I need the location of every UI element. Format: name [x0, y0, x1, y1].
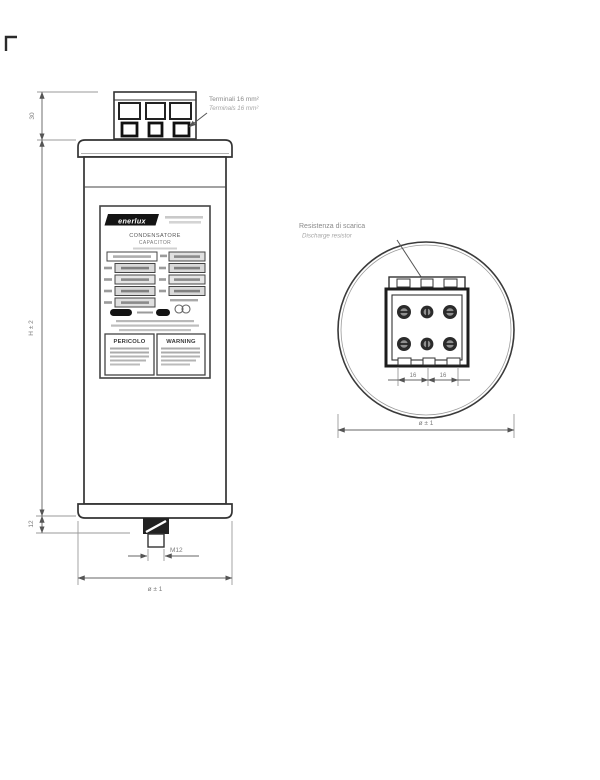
screw	[397, 305, 411, 319]
top-lid	[78, 140, 232, 157]
terminal-block-front	[114, 92, 196, 139]
terminal-block-top	[386, 277, 468, 366]
danger-title: PERICOLO	[113, 339, 146, 345]
dim-stud-length: 12	[28, 520, 35, 528]
nameplate-smallprint	[111, 320, 199, 331]
terminal-note-it: Terminali 16 mm²	[209, 96, 259, 103]
warning-box	[157, 334, 205, 375]
dim-thread: M12	[170, 547, 183, 554]
dim-top-diameter: ø ± 1	[418, 420, 434, 427]
bottom-cap	[78, 504, 232, 518]
resistor-note-it: Resistenza di scarica	[299, 223, 366, 230]
warning-title: WARNING	[166, 339, 196, 345]
nameplate-title-it: CONDENSATORE	[129, 233, 181, 239]
brand-logo-text: enerlux	[118, 216, 146, 226]
danger-box	[105, 334, 154, 375]
screw	[443, 337, 457, 351]
terminal-note-en: Terminals 16 mm²	[209, 105, 259, 112]
nameplate-title-en: CAPACITOR	[138, 240, 172, 246]
mounting-stud	[143, 518, 169, 547]
front-view	[28, 92, 260, 593]
screw	[443, 305, 457, 319]
dim-body-height: H ± 2	[28, 320, 35, 336]
screw	[421, 306, 434, 319]
screw	[421, 338, 434, 351]
pitch-dimensions	[388, 367, 470, 386]
dim-front-diameter: ø ± 1	[147, 586, 163, 593]
dim-terminal-height: 30	[29, 112, 36, 120]
dim-pitch-left: 16	[409, 373, 417, 379]
capacitor-symbol-right	[156, 309, 170, 316]
sheet-corner-mark	[6, 37, 17, 51]
terminal-note	[189, 96, 260, 127]
resistor-note-en: Discharge resistor	[302, 232, 352, 240]
capacitor-symbol-left	[110, 309, 132, 316]
screw	[397, 337, 411, 351]
dim-pitch-right: 16	[439, 373, 447, 379]
nameplate	[100, 206, 210, 378]
top-view	[299, 223, 514, 438]
